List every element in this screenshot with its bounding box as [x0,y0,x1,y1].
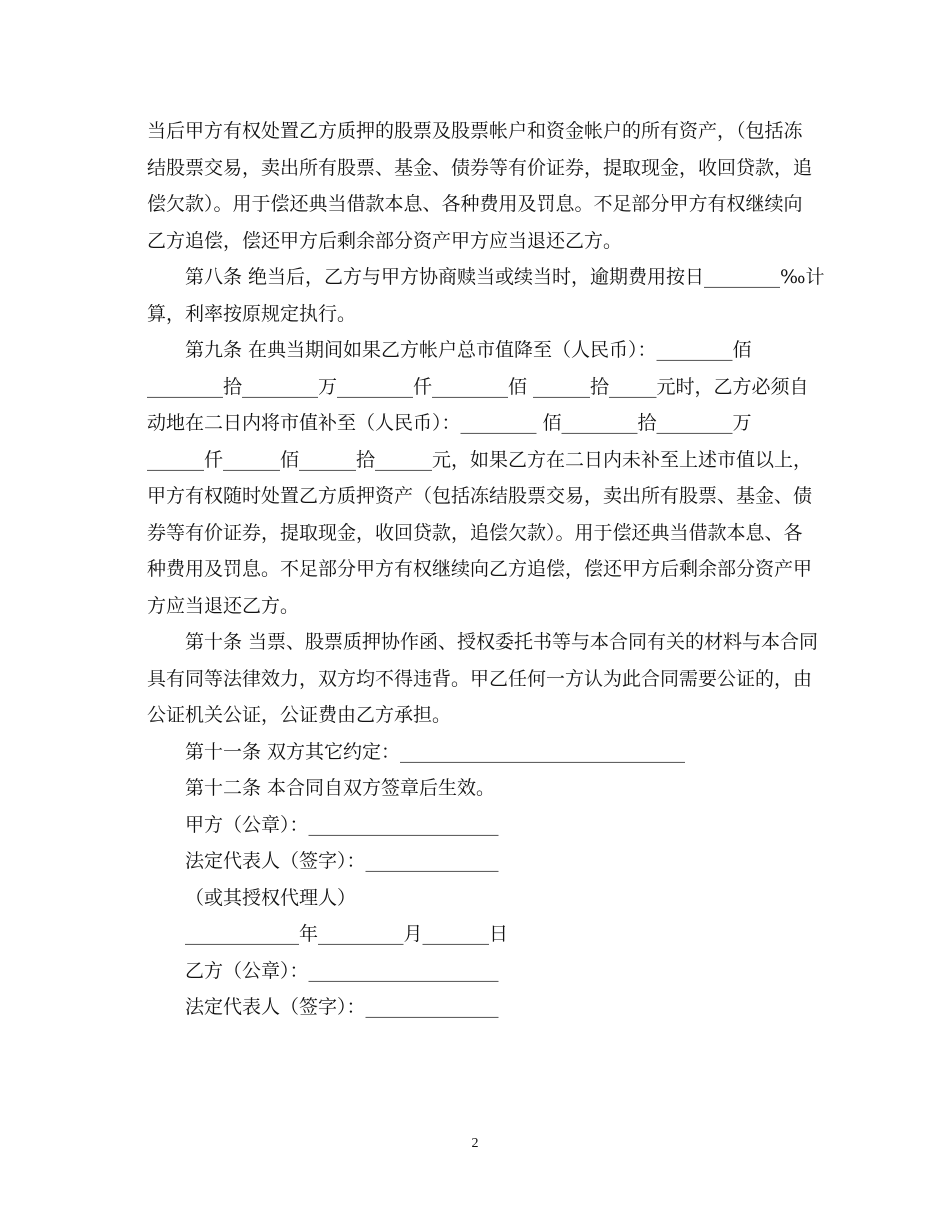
authorized-agent-line: （或其授权代理人） [185,886,357,909]
paragraph-line: ________拾________万________仟________佰 ______拾_____元时，乙方必须自 [147,375,809,398]
party-b-representative-line: 法定代表人（签字）：______________ [185,996,499,1018]
article-9-line: 第九条 在典当期间如果乙方帐户总市值降至（人民币）：________佰 [185,339,752,361]
article-10-line: 第十条 当票、股票质押协作函、授权委托书等与本合同有关的材料与本合同 [185,631,819,653]
party-b-seal-line: 乙方（公章）：____________________ [185,959,499,982]
paragraph-line: 种费用及罚息。不足部分甲方有权继续向乙方追偿，偿还甲方后剩余部分资产甲 [147,558,813,580]
article-11-line: 第十一条 双方其它约定：______________________________ [185,740,686,763]
party-a-representative-line: 法定代表人（签字）：______________ [185,850,499,872]
document-body [147,113,825,1026]
paragraph-line: 公证机关公证，公证费由乙方承担。 [147,704,452,726]
paragraph-line: 乙方追偿，偿还甲方后剩余部分资产甲方应当退还乙方。 [147,229,623,252]
paragraph-line: 甲方有权随时处置乙方质押资产（包括冻结股票交易，卖出所有股票、基金、债 [147,485,813,507]
paragraph-line: 具有同等法律效力，双方均不得违背。甲乙任何一方认为此合同需要公证的，由 [147,667,813,690]
paragraph-line: 偿欠款）。用于偿还典当借款本息、各种费用及罚息。不足部分甲方有权继续向 [147,193,803,215]
paragraph-line: 算，利率按原规定执行。 [147,302,357,325]
paragraph-line: 券等有价证券，提取现金，收回贷款，追偿欠款）。用于偿还典当借款本息、各 [147,521,803,544]
paragraph-line: 动地在二日内将市值补至（人民币）：________ 佰________拾________万 [147,412,752,434]
party-a-seal-line: 甲方（公章）：____________________ [185,813,499,836]
article-8-line: 第八条 绝当后，乙方与甲方协商赎当或续当时，逾期费用按日________‰计 [185,266,825,288]
paragraph-line: ______仟______佰______拾______元，如果乙方在二日内未补至上述市值以上， [147,448,813,471]
paragraph-line: 方应当退还乙方。 [147,594,300,617]
page-number: 2 [471,1136,479,1151]
paragraph-line: 结股票交易，卖出所有股票、基金、债券等有价证券，提取现金，收回贷款，追 [147,156,813,179]
article-12-line: 第十二条 本合同自双方签章后生效。 [185,777,496,799]
date-line: ____________年_________月_______日 [185,923,509,945]
paragraph-line: 当后甲方有权处置乙方质押的股票及股票帐户和资金帐户的所有资产，（包括冻 [147,120,803,142]
